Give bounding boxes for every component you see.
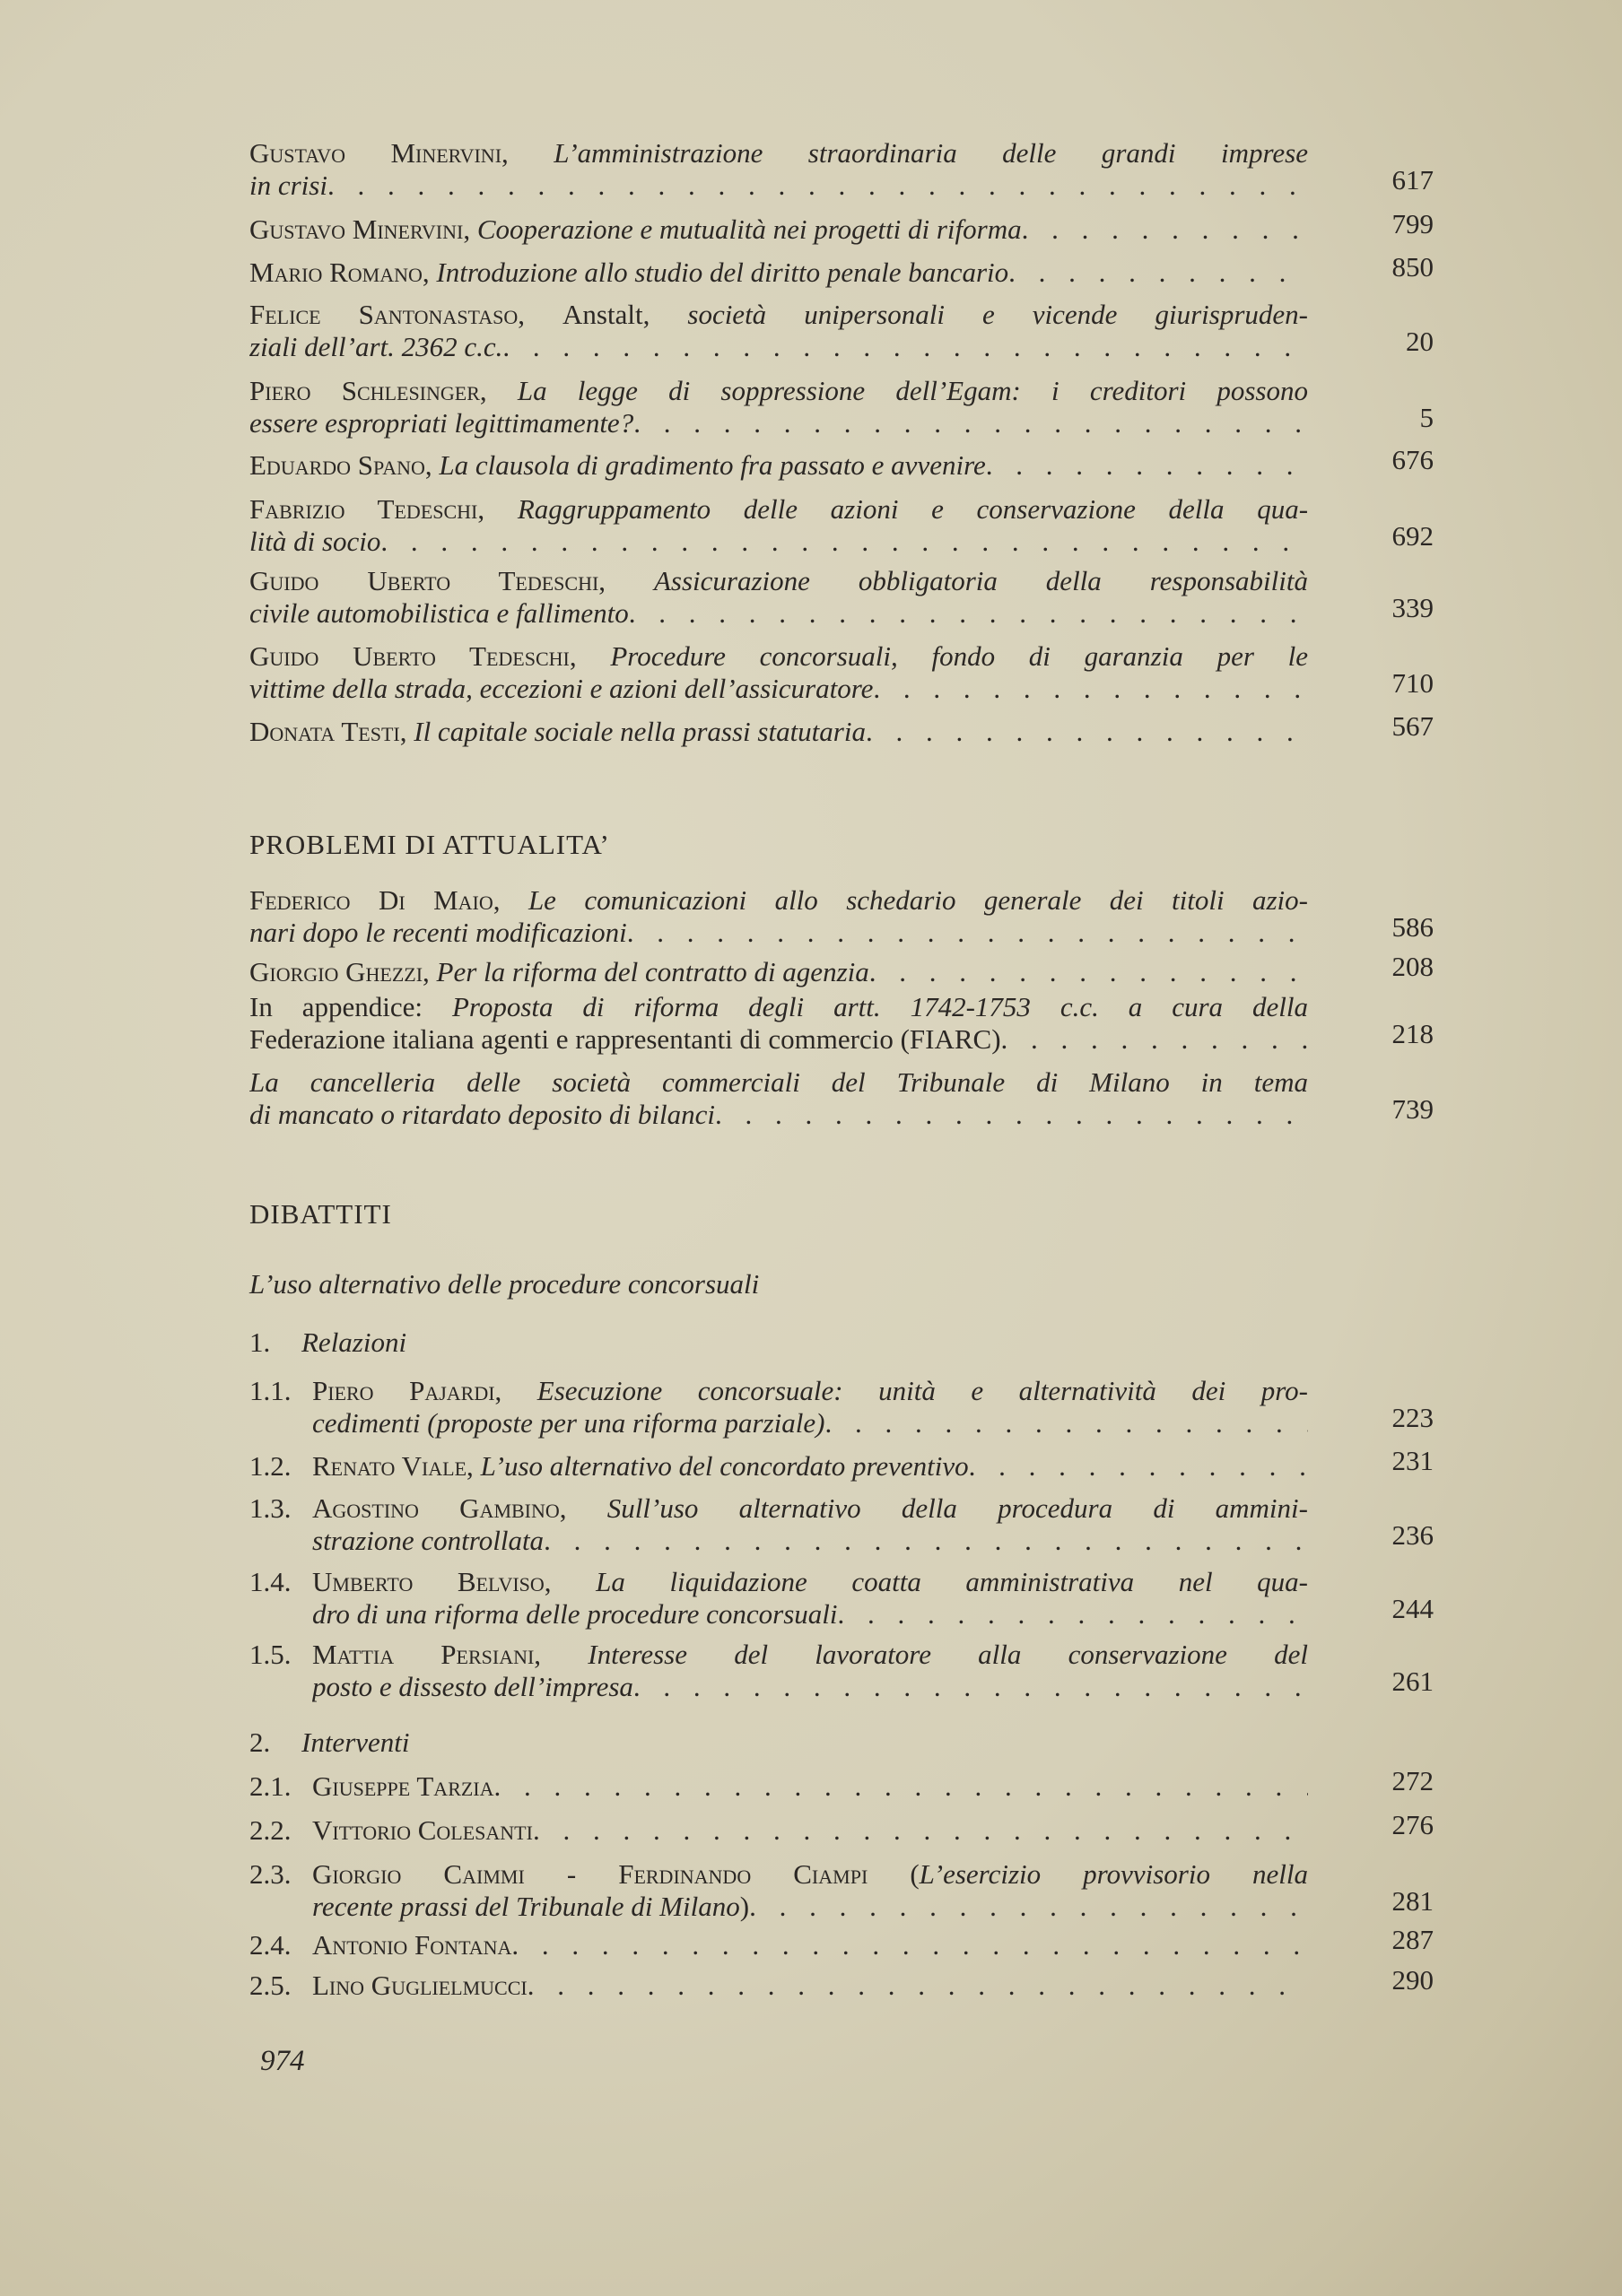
entry-line-text — [249, 407, 633, 439]
title-text: Cooperazione e mutualità nei progetti di riforma — [476, 213, 1022, 245]
entry-line-text — [312, 1598, 838, 1631]
toc-entry[interactable] — [249, 991, 1434, 1056]
toc-heading — [249, 1198, 1434, 1231]
toc-entry[interactable] — [249, 1445, 1434, 1483]
entry-line — [312, 1970, 1308, 2002]
entry-text — [312, 1566, 1308, 1631]
title-text: Procedure concorsuali, fondo di garanzia per le — [610, 640, 1308, 672]
entry-line — [249, 565, 1308, 597]
page-reference[interactable]: 617 — [1391, 164, 1434, 196]
author-name: Lino Guglielmucci — [312, 1970, 528, 2001]
author-name: Umberto Belviso, — [312, 1566, 597, 1597]
page-reference[interactable]: 223 — [1391, 1402, 1434, 1433]
dot-leader — [715, 1099, 1308, 1131]
author-name: Vittorio Colesanti — [312, 1814, 533, 1846]
entry-line — [249, 597, 1308, 630]
entry-text — [249, 956, 1308, 988]
title-text: La cancelleria delle società commerciali del Tribunale di Milano in tema — [249, 1066, 1308, 1098]
dot-leader — [627, 917, 1308, 949]
entry-line-text — [312, 1929, 511, 1961]
dot-leader — [633, 1671, 1308, 1703]
entry-line — [249, 407, 1308, 439]
entry-line-text — [249, 716, 866, 748]
title-text: vittime della strada, eccezioni e azioni dell’assicuratore — [249, 673, 874, 704]
page-reference[interactable]: 218 — [1391, 1018, 1434, 1049]
page-reference[interactable]: 739 — [1391, 1093, 1434, 1125]
page-reference[interactable]: 231 — [1391, 1445, 1434, 1476]
toc-group — [249, 1726, 1434, 1759]
toc-entry[interactable] — [249, 1765, 1434, 1803]
toc-group — [249, 1326, 1434, 1359]
dot-leader — [633, 407, 1308, 439]
toc-entry[interactable] — [249, 137, 1434, 202]
toc-entry[interactable] — [249, 951, 1434, 988]
page-number-folio: 974 — [260, 2045, 305, 2077]
title-text: Per la riforma del contratto di agenzia — [436, 956, 869, 987]
title-text: posto e dissesto dell’impresa — [312, 1671, 633, 1702]
group-heading — [249, 1326, 1434, 1359]
dot-leader — [544, 1525, 1308, 1557]
dot-leader — [749, 1891, 1308, 1923]
group-heading — [249, 1726, 1434, 1759]
toc-entry[interactable] — [249, 1964, 1434, 2002]
entry-line-text — [249, 331, 502, 363]
page-reference[interactable]: 676 — [1391, 444, 1434, 475]
toc-entry[interactable] — [249, 1765, 1434, 1803]
entry-line-text — [312, 1770, 494, 1803]
toc-entry[interactable] — [249, 1858, 1434, 1923]
entry-line-text — [312, 1970, 528, 2002]
group-title: Relazioni — [301, 1326, 407, 1358]
entry-line — [312, 1891, 1308, 1923]
toc-entry[interactable] — [249, 137, 1434, 202]
title-text: cedimenti (proposte per una riforma parziale) — [312, 1407, 825, 1439]
entry-text — [312, 1450, 1308, 1483]
entry-text — [249, 213, 1308, 246]
toc-entry[interactable] — [249, 1639, 1434, 1703]
author-name: Mario Romano, — [249, 257, 437, 288]
entry-line — [249, 170, 1308, 202]
group-title: Interventi — [301, 1726, 410, 1758]
title-text: recente prassi del Tribunale di Milano — [312, 1891, 740, 1922]
entry-line — [249, 673, 1308, 705]
entry-line-text — [249, 956, 869, 988]
entry-text — [249, 565, 1308, 630]
title-text: Assicurazione obbligatoria della responsabilità — [653, 565, 1308, 596]
toc-entry[interactable] — [249, 640, 1434, 705]
toc-entry[interactable] — [249, 884, 1434, 949]
author-name: Eduardo Spano, — [249, 449, 440, 481]
entry-line-text — [312, 1814, 533, 1847]
entry-line-text — [249, 257, 1008, 289]
title-text: Anstalt, — [562, 299, 688, 330]
entry-line — [312, 1375, 1308, 1407]
entry-line — [312, 1770, 1308, 1803]
entry-line-text — [249, 213, 1022, 246]
entry-line-text — [249, 170, 327, 202]
dot-leader — [873, 673, 1308, 705]
dot-leader — [1008, 257, 1308, 289]
toc-heading — [249, 829, 1434, 861]
entry-line — [312, 1525, 1308, 1557]
toc-entry[interactable] — [249, 1375, 1434, 1439]
page-reference[interactable]: 567 — [1391, 710, 1434, 742]
entry-line — [249, 1066, 1308, 1099]
author-name: Renato Viale, — [312, 1450, 481, 1482]
title-text: L’uso alternativo del concordato preventivo — [480, 1450, 969, 1482]
toc-entry[interactable] — [249, 1492, 1434, 1557]
entry-line — [312, 1929, 1308, 1961]
entry-line — [249, 526, 1308, 558]
entry-text — [312, 1639, 1308, 1703]
page-reference[interactable]: 692 — [1391, 520, 1434, 552]
author-name: Felice Santonastaso, — [249, 299, 563, 330]
entry-line — [249, 375, 1308, 407]
entry-line-text — [249, 597, 629, 630]
entry-line — [312, 1814, 1308, 1847]
page-reference[interactable]: 290 — [1391, 1964, 1434, 1996]
toc-entry[interactable] — [249, 1566, 1434, 1631]
toc-entry[interactable] — [249, 375, 1434, 439]
toc-entry[interactable] — [249, 565, 1434, 630]
toc-entry[interactable] — [249, 375, 1434, 439]
page-reference[interactable]: 850 — [1391, 251, 1434, 283]
toc-entry[interactable] — [249, 565, 1434, 630]
page-reference[interactable]: 586 — [1391, 911, 1434, 943]
toc-entry[interactable] — [249, 951, 1434, 988]
entry-number: 2.4. — [249, 1929, 292, 1961]
title-text: nari dopo le recenti modificazioni — [249, 917, 627, 948]
title-text: La legge di soppressione dell’Egam: i creditori possono — [517, 375, 1308, 406]
toc-entry[interactable] — [249, 1066, 1434, 1131]
author-name: Piero Schlesinger, — [249, 375, 518, 406]
entry-text — [249, 884, 1308, 949]
entry-text — [312, 1858, 1308, 1923]
entry-line — [249, 257, 1308, 289]
entry-number: 2.3. — [249, 1858, 292, 1890]
entry-line — [312, 1858, 1308, 1891]
entry-number: 2.2. — [249, 1814, 292, 1846]
toc-entry[interactable] — [249, 1858, 1434, 1923]
toc-entry[interactable] — [249, 1445, 1434, 1483]
title-text: strazione controllata — [312, 1525, 545, 1556]
toc-entry[interactable] — [249, 1924, 1434, 1961]
entry-number: 2.5. — [249, 1970, 292, 2001]
title-text: ziali dell’art. 2362 c.c. — [249, 331, 503, 362]
title-text: Interesse del lavoratore alla conservazione del — [588, 1639, 1308, 1670]
toc-entry[interactable] — [249, 251, 1434, 289]
page-reference[interactable]: 276 — [1391, 1809, 1434, 1840]
author-name: Fabrizio Tedeschi, — [249, 493, 518, 525]
entry-line — [312, 1407, 1308, 1439]
dot-leader — [380, 526, 1308, 558]
title-text: Sull’uso alternativo della procedura di ammini- — [606, 1492, 1308, 1524]
toc-entry[interactable] — [249, 640, 1434, 705]
author-name: Antonio Fontana — [312, 1929, 512, 1961]
entry-text — [312, 1770, 1308, 1803]
author-name: Giuseppe Tarzia — [312, 1770, 494, 1802]
entry-line — [249, 299, 1308, 331]
section-heading: DIBATTITI — [249, 1198, 392, 1230]
author-name: Guido Uberto Tedeschi, — [249, 640, 611, 672]
title-text: Proposta di riforma degli artt. 1742-1753 c.c. a cura della — [451, 991, 1308, 1022]
toc-entry[interactable] — [249, 710, 1434, 748]
author-name: Agostino Gambino, — [312, 1492, 607, 1524]
entry-line — [312, 1566, 1308, 1598]
page-reference[interactable]: 261 — [1391, 1665, 1434, 1697]
entry-text — [312, 1929, 1308, 1961]
toc-entry[interactable] — [249, 1809, 1434, 1847]
page-reference[interactable]: 799 — [1391, 208, 1434, 239]
author-name: Gustavo Minervini, — [249, 137, 554, 169]
toc-entry[interactable] — [249, 299, 1434, 363]
title-text: ( — [910, 1858, 920, 1890]
dot-leader — [528, 1970, 1308, 2002]
entry-line — [249, 449, 1308, 482]
toc-entry[interactable] — [249, 710, 1434, 748]
page-reference[interactable]: 208 — [1391, 951, 1434, 982]
entry-text — [249, 640, 1308, 705]
author-name: Giorgio Caimmi - Ferdinando Ciampi — [312, 1858, 911, 1890]
section-heading: PROBLEMI DI ATTUALITA’ — [249, 829, 610, 860]
toc-entry[interactable] — [249, 1964, 1434, 2002]
entry-line — [312, 1492, 1308, 1525]
entry-number: 1.5. — [249, 1639, 292, 1670]
title-text: dro di una riforma delle procedure concorsuali — [312, 1598, 838, 1630]
author-name: Donata Testi, — [249, 716, 414, 747]
author-name: Gustavo Minervini, — [249, 213, 477, 245]
title-text: L’esercizio provvisorio nella — [919, 1858, 1308, 1890]
group-number: 1. — [249, 1326, 271, 1358]
title-text: Esecuzione concorsuale: unità e alternatività dei pro- — [536, 1375, 1308, 1406]
author-name: Federico Di Maio, — [249, 884, 528, 916]
dot-leader — [533, 1814, 1308, 1847]
toc-entry[interactable] — [249, 1066, 1434, 1131]
dot-leader — [869, 956, 1308, 988]
title-text: La clausola di gradimento fra passato e avvenire — [439, 449, 986, 481]
toc-entry[interactable] — [249, 884, 1434, 949]
toc-entry[interactable] — [249, 493, 1434, 558]
title-text: Federazione italiana agenti e rappresentanti di commercio (FIARC) — [249, 1023, 1001, 1055]
entry-line-text — [312, 1450, 969, 1483]
entry-number: 2.1. — [249, 1770, 292, 1802]
entry-text — [249, 299, 1308, 363]
entry-line-text — [249, 1099, 715, 1131]
entry-line-text — [249, 673, 873, 705]
toc-entry[interactable] — [249, 444, 1434, 482]
dot-leader — [824, 1407, 1308, 1439]
dot-leader — [327, 170, 1308, 202]
toc-entry[interactable] — [249, 299, 1434, 363]
entry-line — [249, 884, 1308, 917]
entry-text — [249, 137, 1308, 202]
entry-text — [312, 1492, 1308, 1557]
entry-number: 1.2. — [249, 1450, 292, 1482]
title-text: ) — [739, 1891, 750, 1922]
title-text: essere espropriati legittimamente? — [249, 407, 634, 439]
title-text: Le comunicazioni allo schedario generale dei titoli azio- — [528, 884, 1308, 916]
toc-entry[interactable] — [249, 1924, 1434, 1961]
entry-text — [249, 375, 1308, 439]
dot-leader — [1001, 1023, 1308, 1056]
entry-line-text — [312, 1891, 749, 1923]
dot-leader — [969, 1450, 1308, 1483]
entry-line — [249, 493, 1308, 526]
entry-line — [249, 716, 1308, 748]
dot-leader — [986, 449, 1308, 482]
entry-text — [249, 991, 1308, 1056]
entry-text — [249, 257, 1308, 289]
toc-entry[interactable] — [249, 444, 1434, 482]
dot-leader — [494, 1770, 1308, 1803]
entry-text — [312, 1814, 1308, 1847]
page-reference[interactable]: 281 — [1391, 1885, 1434, 1917]
page-reference[interactable]: 710 — [1391, 667, 1434, 699]
dot-leader — [511, 1929, 1308, 1961]
toc-entry[interactable] — [249, 208, 1434, 246]
entry-line — [312, 1671, 1308, 1703]
author-name: Giorgio Ghezzi, — [249, 956, 437, 987]
entry-line — [249, 137, 1308, 170]
entry-line-text — [249, 449, 986, 482]
title-text: L’amministrazione straordinaria delle grandi imprese — [554, 137, 1308, 169]
title-text: lità di socio — [249, 526, 381, 557]
entry-line — [312, 1639, 1308, 1671]
toc-entry[interactable] — [249, 1492, 1434, 1557]
title-text: Introduzione allo studio del diritto penale bancario — [436, 257, 1009, 288]
dot-leader — [838, 1598, 1309, 1631]
page-reference[interactable]: 287 — [1391, 1924, 1434, 1955]
entry-line — [249, 956, 1308, 988]
entry-text — [312, 1970, 1308, 2002]
entry-text — [312, 1375, 1308, 1439]
title-text: In appendice: — [249, 991, 452, 1022]
entry-number: 1.4. — [249, 1566, 292, 1597]
entry-line-text — [249, 526, 380, 558]
page-reference[interactable]: 339 — [1391, 592, 1434, 623]
title-text: in crisi — [249, 170, 327, 201]
entry-line — [312, 1598, 1308, 1631]
group-number: 2. — [249, 1726, 271, 1758]
toc-entry[interactable] — [249, 251, 1434, 289]
toc-entry[interactable] — [249, 1639, 1434, 1703]
entry-line-text — [312, 1407, 824, 1439]
dot-leader — [502, 331, 1308, 363]
entry-text — [249, 1066, 1308, 1131]
toc-entry[interactable] — [249, 1375, 1434, 1439]
entry-number: 1.1. — [249, 1375, 292, 1406]
entry-line-text — [249, 1023, 1001, 1056]
entry-line — [249, 991, 1308, 1023]
entry-text — [249, 493, 1308, 558]
entry-line — [249, 1099, 1308, 1131]
toc-entry[interactable] — [249, 208, 1434, 246]
dot-leader — [629, 597, 1308, 630]
author-name: Mattia Persiani, — [312, 1639, 589, 1670]
entry-line-text — [312, 1525, 544, 1557]
page-reference[interactable]: 272 — [1391, 1765, 1434, 1796]
toc-subheading — [249, 1268, 1434, 1300]
dot-leader — [1022, 213, 1308, 246]
title-text: società unipersonali e vicende giurispruden- — [687, 299, 1308, 330]
entry-line-text — [249, 917, 627, 949]
title-text: civile automobilistica e fallimento — [249, 597, 629, 629]
page-reference[interactable]: 244 — [1391, 1593, 1434, 1624]
title-text: La liquidazione coatta amministrativa nel qua- — [596, 1566, 1308, 1597]
page-reference[interactable]: 20 — [1406, 326, 1434, 357]
dot-leader — [866, 716, 1308, 748]
page-reference[interactable]: 236 — [1391, 1519, 1434, 1551]
author-name: Guido Uberto Tedeschi, — [249, 565, 654, 596]
entry-line-text — [312, 1671, 633, 1703]
debate-title: L’uso alternativo delle procedure concorsuali — [249, 1268, 760, 1300]
title-text: Raggruppamento delle azioni e conservazione della qua- — [517, 493, 1308, 525]
toc-entry[interactable] — [249, 493, 1434, 558]
entry-line — [312, 1450, 1308, 1483]
title-text: di mancato o ritardato deposito di bilanci — [249, 1099, 715, 1130]
entry-line — [249, 213, 1308, 246]
toc-entry[interactable] — [249, 1809, 1434, 1847]
toc-entry[interactable] — [249, 1566, 1434, 1631]
entry-line — [249, 917, 1308, 949]
author-name: Piero Pajardi, — [312, 1375, 537, 1406]
toc-entry[interactable] — [249, 991, 1434, 1056]
entry-text — [249, 449, 1308, 482]
entry-line — [249, 640, 1308, 673]
entry-line — [249, 331, 1308, 363]
title-text: Il capitale sociale nella prassi statutaria — [414, 716, 866, 747]
entry-text — [249, 716, 1308, 748]
page-reference[interactable]: 5 — [1419, 402, 1434, 433]
entry-number: 1.3. — [249, 1492, 292, 1524]
entry-line — [249, 1023, 1308, 1056]
